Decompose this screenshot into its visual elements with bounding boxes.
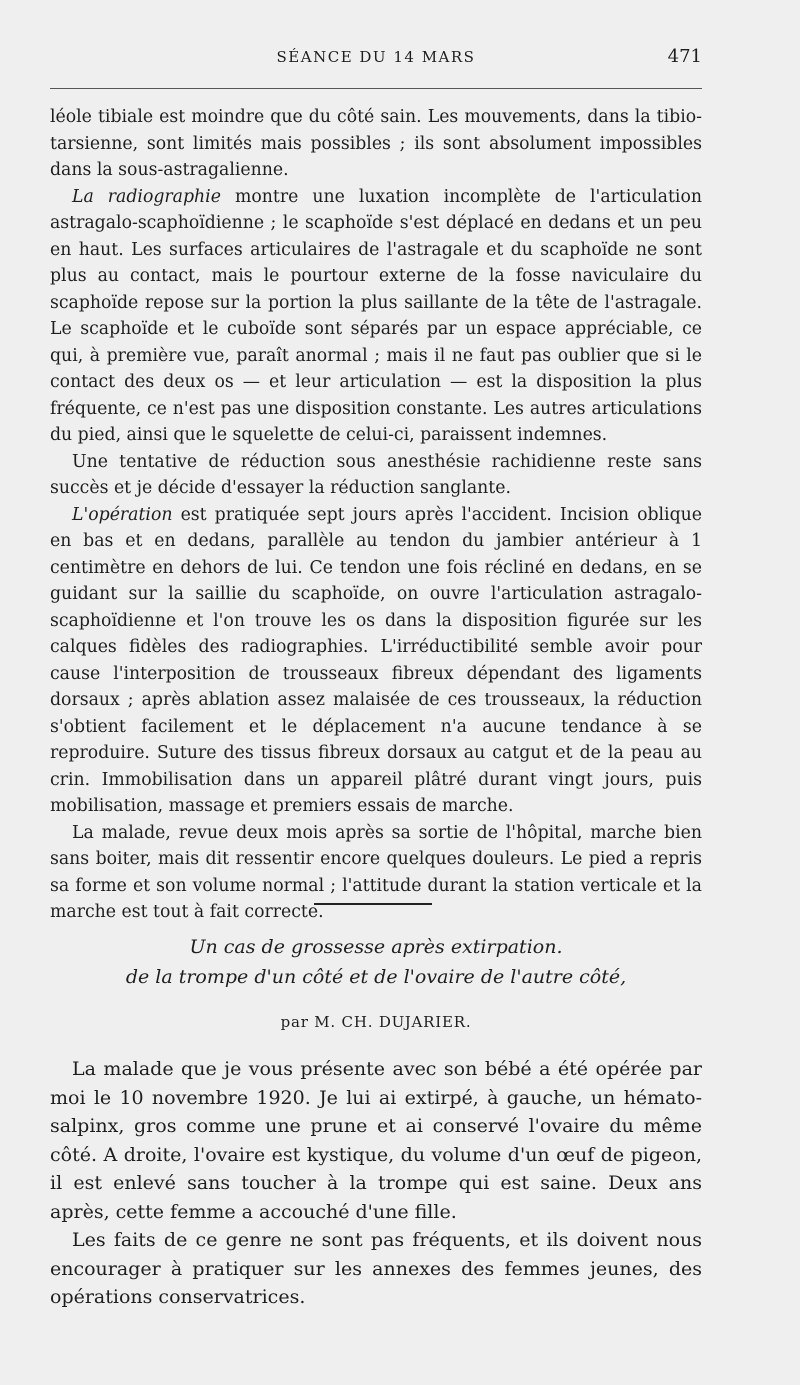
- section-separator: [314, 903, 432, 905]
- paragraph-text: est pratiquée sept jours après l'accident. Incision oblique en bas et en dedans, parallèle au tendon du jambier antérieur à 1 centimètre en dehors de lui. Ce tendon une fois récliné en dedans, en se guidant sur la saillie du scaphoïde, on ouvre l'articulation astragalo-scaphoïdienne et l'on trouve les os dans la disposition figurée sur les calques fidèles des radiographies. L'irréductibilité semble avoir pour cause l'interposition de trousseaux fibreux dépendant des ligaments dorsaux ; après ablation assez malaisée de ces trousseaux, la réduction s'obtient facilement et le déplacement n'a aucune tendance à se reproduire. Suture des tissus fibreux dorsaux au catgut et de la peau au crin. Immobilisation dans un appareil plâtré durant vingt jours, puis mobilisation, massage et premiers essais de marche.: [50, 504, 703, 816]
- page-number: 471: [667, 46, 702, 67]
- paragraph: Une tentative de réduction sous anesthésie rachidienne reste sans succès et je décide d'essayer la réduction sanglante.: [50, 451, 702, 498]
- case-report-text: [50, 104, 702, 926]
- paragraph: [50, 502, 702, 820]
- article-title-line: Un cas de grossesse après extirpation.: [189, 936, 563, 958]
- paragraph: Les faits de ce genre ne sont pas fréquents, et ils doivent nous encourager à pratiquer sur les annexes des femmes jeunes, des opérations conservatrices.: [50, 1229, 702, 1308]
- article-text: [50, 1055, 702, 1312]
- italic-lead: La radiographie: [72, 186, 221, 207]
- italic-lead: L'opération: [72, 504, 173, 525]
- paragraph: léole tibiale est moindre que du côté sain. Les mouvements, dans la tibio-tarsienne, sont limités mais possibles ; ils sont absolument impossibles dans la sous-astragalienne.: [50, 107, 702, 180]
- paragraph: [50, 184, 702, 449]
- article-title-line: de la trompe d'un côté et de l'ovaire de l'autre côté,: [125, 966, 627, 988]
- running-header: [50, 46, 702, 74]
- header-rule: [50, 88, 702, 89]
- paragraph: La malade que je vous présente avec son bébé a été opérée par moi le 10 novembre 1920. Je lui ai extirpé, à gauche, un hémato-salpinx, gros comme une prune et ai conservé l'ovaire du même côté. A droite, l'ovaire est kystique, du volume d'un œuf de pigeon, il est enlevé sans toucher à la trompe qui est saine. Deux ans après, cette femme a accouché d'une fille.: [50, 1058, 702, 1223]
- paragraph-text: montre une luxation incomplète de l'articulation astragalo-scaphoïdienne ; le scaphoïde s'est déplacé en dedans et un peu en haut. Les surfaces articulaires de l'astragale et du scaphoïde ne sont plus au contact, mais le pourtour externe de la fosse naviculaire du scaphoïde repose sur la portion la plus saillante de la tête de l'astragale. Le scaphoïde et le cuboïde sont séparés par un espace appréciable, ce qui, à première vue, paraît anormal ; mais il ne faut pas oublier que si le contact des deux os — et leur articulation — est la disposition la plus fréquente, ce n'est pas une disposition constante. Les autres articulations du pied, ainsi que le squelette de celui-ci, paraissent indemnes.: [50, 186, 702, 445]
- running-title: SÉANCE DU 14 MARS: [276, 48, 476, 66]
- paragraph: La malade, revue deux mois après sa sortie de l'hôpital, marche bien sans boiter, mais dit ressentir encore quelques douleurs. Le pied a repris sa forme et son volume normal ; l'attitude durant la station verticale et la marche est tout à fait correcte.: [50, 822, 702, 922]
- article-title: [50, 932, 702, 992]
- article-byline: par M. CH. DUJARIER.: [280, 1013, 472, 1031]
